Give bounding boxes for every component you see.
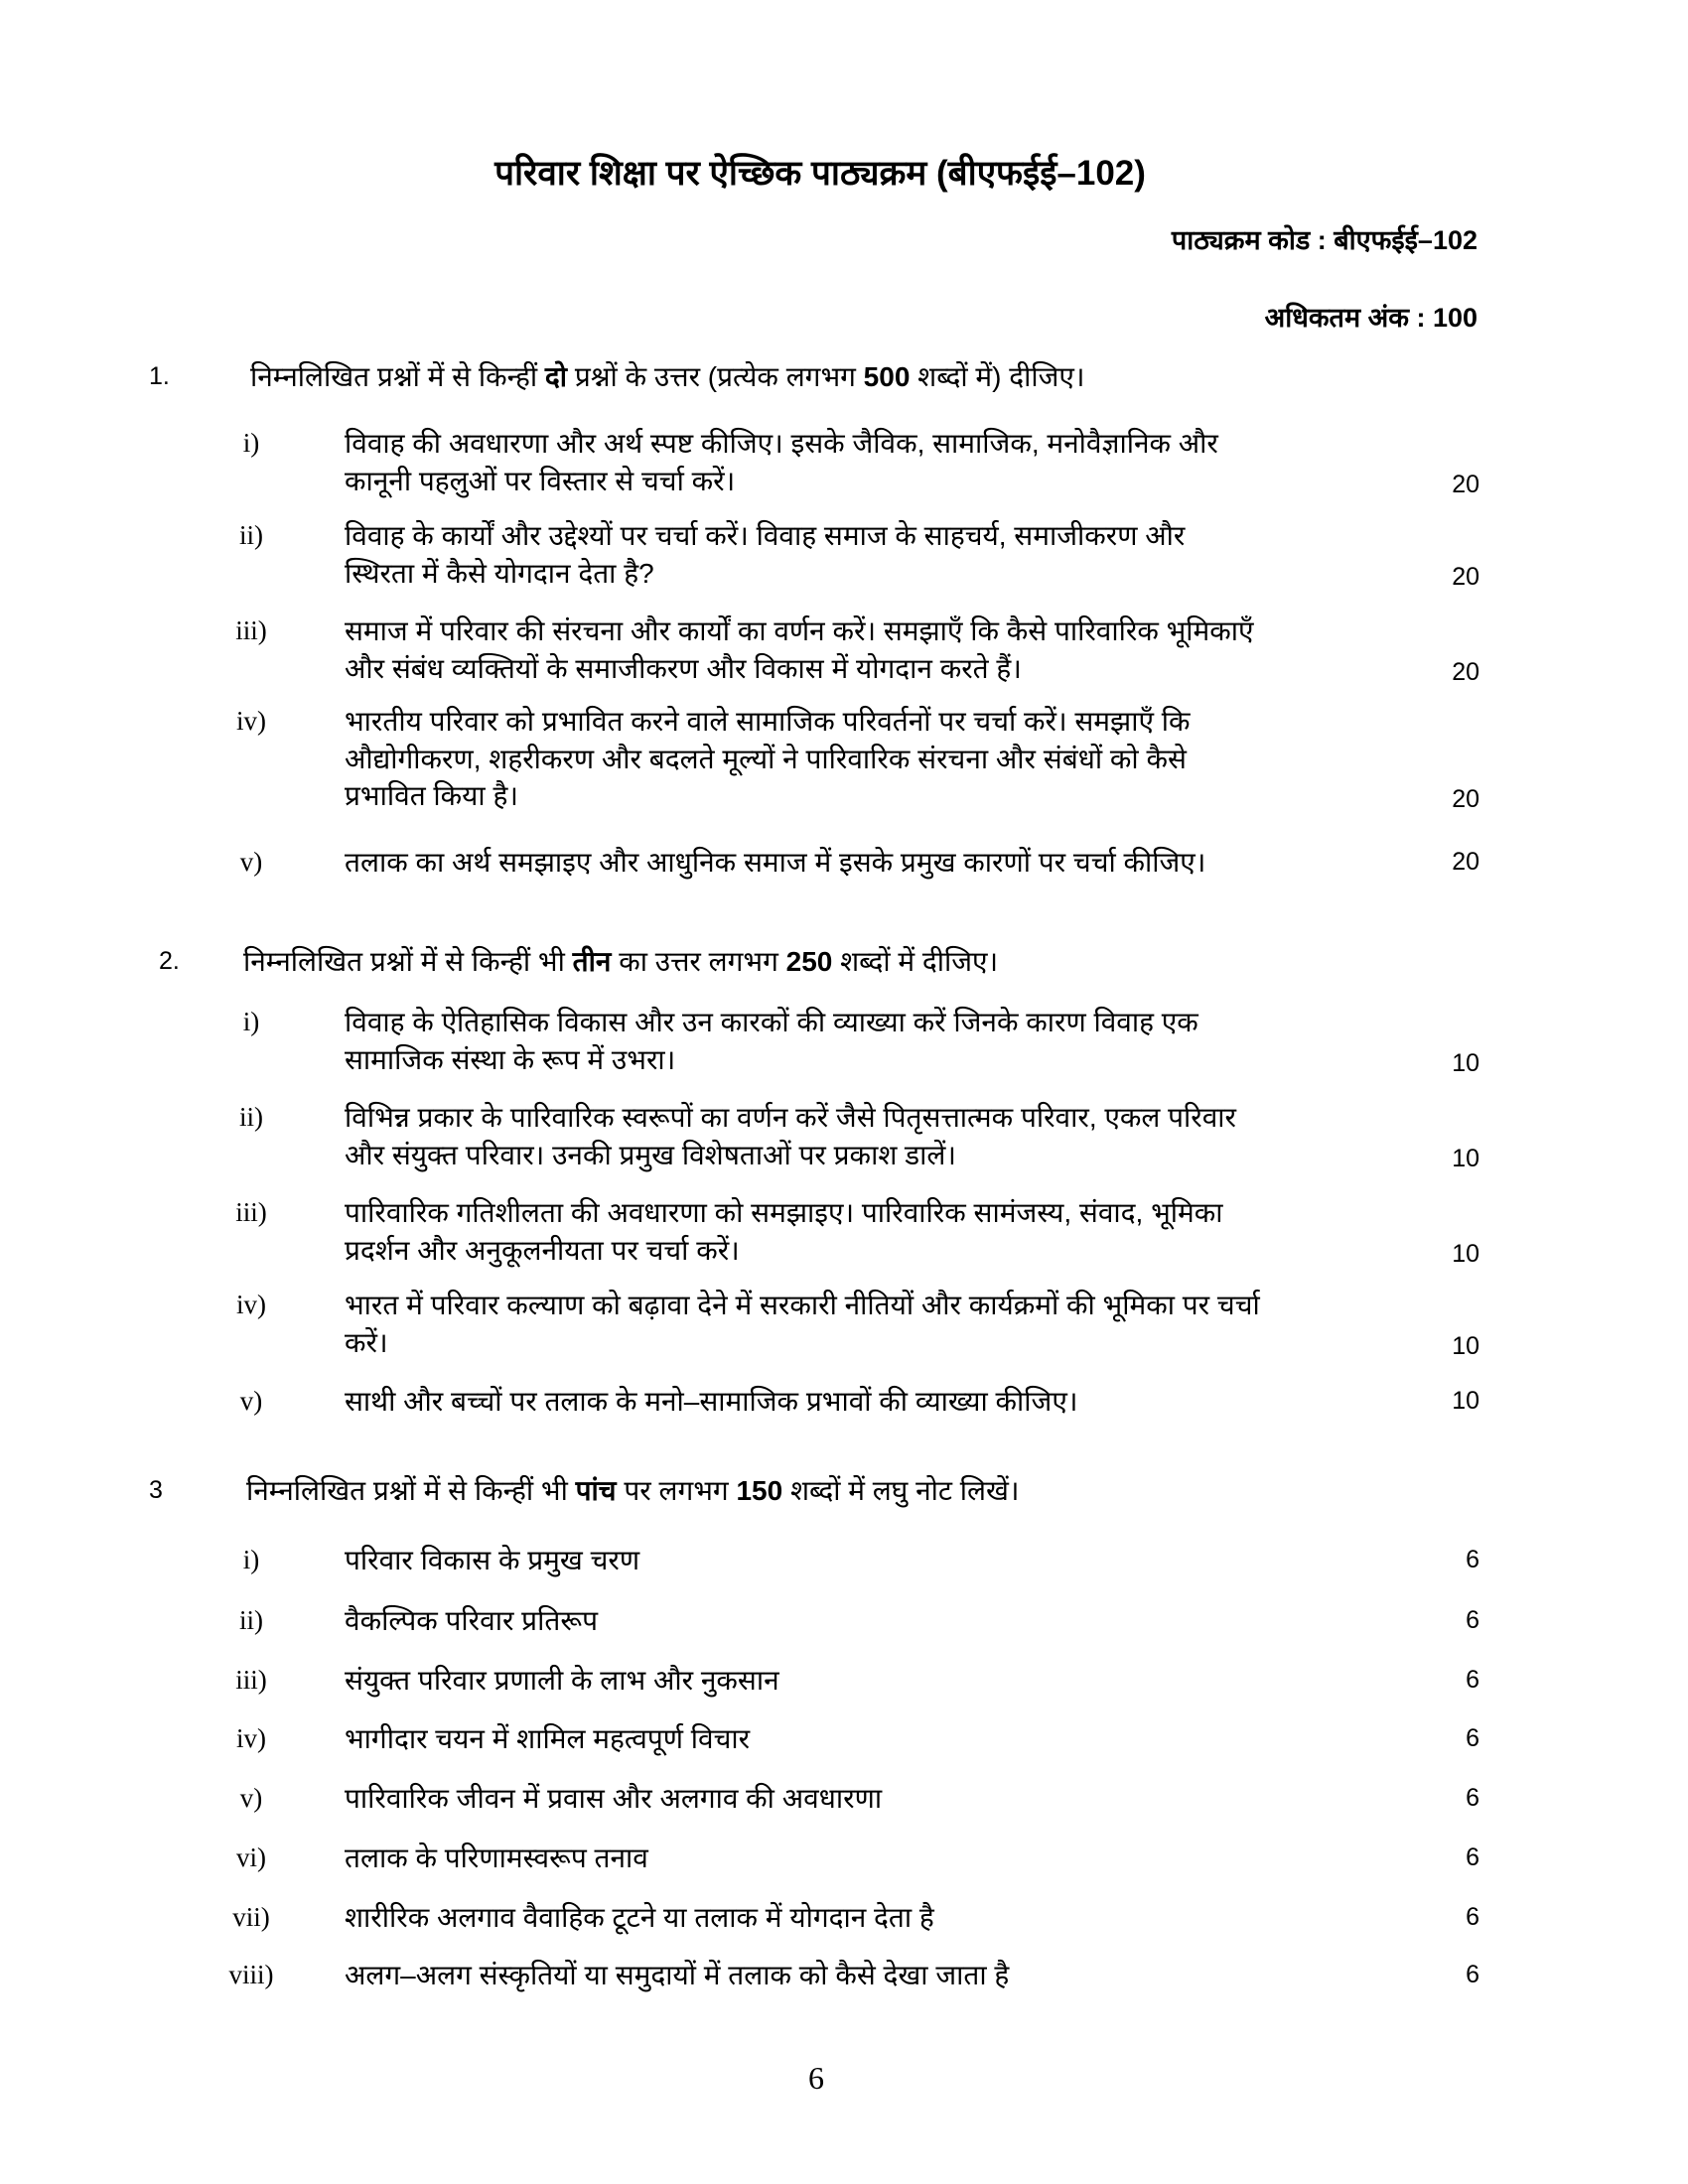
sub-question-text — [345, 1840, 1467, 1877]
marks: 6 — [1466, 1961, 1479, 1988]
question-number: 1. — [149, 362, 170, 390]
text-line: विवाह के ऐतिहासिक विकास और उन कारकों की व्याख्या करें जिनके कारण विवाह एक — [345, 1007, 1198, 1037]
text-line: औद्योगीकरण, शहरीकरण और बदलते मूल्यों ने पारिवारिक संरचना और संबंधों को कैसे — [345, 743, 1187, 774]
marks: 20 — [1452, 562, 1479, 591]
instruction-text: निम्नलिखित प्रश्नों में से किन्हीं — [250, 361, 538, 392]
text-line: पारिवारिक जीवन में प्रवास और अलगाव की अवधारणा — [345, 1783, 883, 1814]
sub-question-text — [345, 1194, 1467, 1269]
text-line: संयुक्त परिवार प्रणाली के लाभ और नुकसान — [345, 1665, 779, 1696]
sub-question-text — [345, 1662, 1467, 1700]
sub-question-label: ii) — [239, 520, 263, 550]
sub-question-text — [345, 1602, 1467, 1640]
sub-question-text — [345, 1542, 1467, 1579]
question-number: 2. — [159, 947, 180, 975]
text-line: परिवार विकास के प्रमुख चरण — [345, 1545, 640, 1575]
question-instruction — [250, 358, 1085, 395]
sub-question-label: ii) — [239, 1102, 263, 1132]
sub-question-label: vii) — [232, 1902, 270, 1932]
sub-question-text — [345, 1099, 1467, 1173]
marks: 20 — [1452, 785, 1479, 813]
marks: 6 — [1466, 1784, 1479, 1812]
instruction-word-limit: 150 — [736, 1475, 783, 1506]
text-line: स्थिरता में कैसे योगदान देता है? — [345, 557, 654, 589]
question-instruction — [243, 943, 998, 980]
text-line: प्रदर्शन और अनुकूलनीयता पर चर्चा करें। — [345, 1234, 740, 1266]
page-number: 6 — [808, 2060, 824, 2096]
instruction-text: का उत्तर लगभग — [619, 946, 778, 977]
sub-question-text — [345, 844, 1467, 882]
sub-question-label: viii) — [228, 1960, 274, 1989]
text-line: शारीरिक अलगाव वैवाहिक टूटने या तलाक में योगदान देता है — [345, 1902, 934, 1933]
instruction-text: निम्नलिखित प्रश्नों में से किन्हीं भी — [246, 1475, 568, 1506]
instruction-text: शब्दों में) दीजिए। — [917, 361, 1085, 392]
instruction-text: पर लगभग — [624, 1475, 729, 1506]
text-line: तलाक के परिणामस्वरूप तनाव — [345, 1843, 648, 1873]
sub-question-label: i) — [242, 1007, 260, 1036]
sub-question-text — [345, 425, 1467, 499]
text-line: और संबंध व्यक्तियों के समाजीकरण और विकास में योगदान करते हैं। — [345, 652, 1022, 684]
text-line: अलग–अलग संस्कृतियों या समुदायों में तलाक को कैसे देखा जाता है — [345, 1960, 1010, 1990]
sub-question-text — [345, 517, 1467, 592]
sub-question-label: v) — [239, 1783, 263, 1813]
question-number: 3 — [149, 1476, 163, 1504]
text-line: तलाक का अर्थ समझाइए और आधुनिक समाज में इसके प्रमुख कारणों पर चर्चा कीजिए। — [345, 847, 1206, 878]
marks: 6 — [1466, 1843, 1479, 1871]
text-line: और संयुक्त परिवार। उनकी प्रमुख विशेषताओं पर प्रकाश डालें। — [345, 1139, 956, 1170]
sub-question-label: vi) — [236, 1843, 266, 1872]
text-line: करें। — [345, 1326, 388, 1358]
instruction-count: पांच — [575, 1475, 617, 1506]
instruction-text: प्रश्नों के उत्तर (प्रत्येक लगभग — [574, 361, 856, 392]
instruction-text: शब्दों में दीजिए। — [840, 946, 999, 977]
sub-question-text — [345, 1004, 1467, 1078]
question-instruction — [246, 1472, 1020, 1509]
text-line: विवाह के कार्यों और उद्देश्यों पर चर्चा करें। विवाह समाज के साहचर्य, समाजीकरण और — [345, 520, 1186, 551]
marks: 6 — [1466, 1546, 1479, 1573]
sub-question-label: iv) — [236, 706, 266, 736]
sub-question-label: iv) — [236, 1723, 266, 1753]
sub-question-text — [345, 1780, 1467, 1818]
marks: 6 — [1466, 1724, 1479, 1752]
text-line: पारिवारिक गतिशीलता की अवधारणा को समझाइए। पारिवारिक सामंजस्य, संवाद, भूमिका — [345, 1197, 1223, 1228]
course-code: पाठ्यक्रम कोड : बीएफईई–102 — [1171, 225, 1477, 255]
max-marks: अधिकतम अंक : 100 — [1264, 303, 1477, 333]
text-line: विवाह की अवधारणा और अर्थ स्पष्ट कीजिए। इसके जैविक, सामाजिक, मनोवैज्ञानिक और — [345, 428, 1218, 459]
sub-question-text — [345, 613, 1467, 687]
marks: 20 — [1452, 657, 1479, 686]
marks: 20 — [1452, 470, 1479, 498]
text-line: विभिन्न प्रकार के पारिवारिक स्वरूपों का वर्णन करें जैसे पितृसत्तात्मक परिवार, एकल परिवार — [345, 1102, 1237, 1133]
sub-question-text — [345, 1957, 1467, 1994]
instruction-word-limit: 500 — [863, 361, 911, 392]
text-line: भारतीय परिवार को प्रभावित करने वाले सामाजिक परिवर्तनों पर चर्चा करें। समझाएँ कि — [345, 706, 1191, 737]
text-line: समाज में परिवार की संरचना और कार्यों का वर्णन करें। समझाएँ कि कैसे पारिवारिक भूमिकाएँ — [345, 615, 1254, 646]
text-line: भागीदार चयन में शामिल महत्वपूर्ण विचार — [345, 1723, 751, 1754]
sub-question-label: iii) — [235, 615, 267, 645]
sub-question-label: iii) — [235, 1197, 267, 1227]
instruction-text: शब्दों में लघु नोट लिखें। — [789, 1475, 1020, 1506]
sub-question-text — [345, 1383, 1467, 1421]
sub-question-label: iv) — [236, 1290, 266, 1319]
marks: 10 — [1452, 1048, 1479, 1077]
sub-question-label: v) — [239, 847, 263, 877]
sub-question-text — [345, 703, 1467, 815]
sub-question-label: v) — [239, 1386, 263, 1416]
text-line: साथी और बच्चों पर तलाक के मनो–सामाजिक प्रभावों की व्याख्या कीजिए। — [345, 1386, 1078, 1417]
sub-question-label: i) — [242, 1545, 260, 1574]
marks: 10 — [1452, 1387, 1479, 1415]
instruction-count: दो — [544, 361, 568, 392]
text-line: वैकल्पिक परिवार प्रतिरूप — [345, 1605, 598, 1636]
text-line: प्रभावित किया है। — [345, 780, 518, 811]
instruction-count: तीन — [572, 946, 612, 977]
sub-question-text — [345, 1899, 1467, 1937]
instruction-text: निम्नलिखित प्रश्नों में से किन्हीं भी — [243, 946, 565, 977]
marks: 10 — [1452, 1239, 1479, 1268]
marks: 6 — [1466, 1903, 1479, 1931]
text-line: कानूनी पहलुओं पर विस्तार से चर्चा करें। — [345, 465, 736, 496]
marks: 6 — [1466, 1666, 1479, 1694]
sub-question-label: i) — [242, 428, 260, 458]
marks: 10 — [1452, 1331, 1479, 1360]
text-line: भारत में परिवार कल्याण को बढ़ावा देने में सरकारी नीतियों और कार्यक्रमों की भूमिका पर चर्चा — [345, 1290, 1260, 1320]
sub-question-text — [345, 1720, 1467, 1758]
sub-question-label: iii) — [235, 1665, 267, 1695]
marks: 6 — [1466, 1606, 1479, 1634]
document-title: परिवार शिक्षा पर ऐच्छिक पाठ्यक्रम (बीएफईई–102) — [494, 154, 1146, 193]
marks: 10 — [1452, 1144, 1479, 1172]
text-line: सामाजिक संस्था के रूप में उभरा। — [345, 1043, 676, 1075]
marks: 20 — [1452, 848, 1479, 876]
sub-question-label: ii) — [239, 1605, 263, 1635]
instruction-word-limit: 250 — [785, 946, 833, 977]
sub-question-text — [345, 1287, 1467, 1361]
